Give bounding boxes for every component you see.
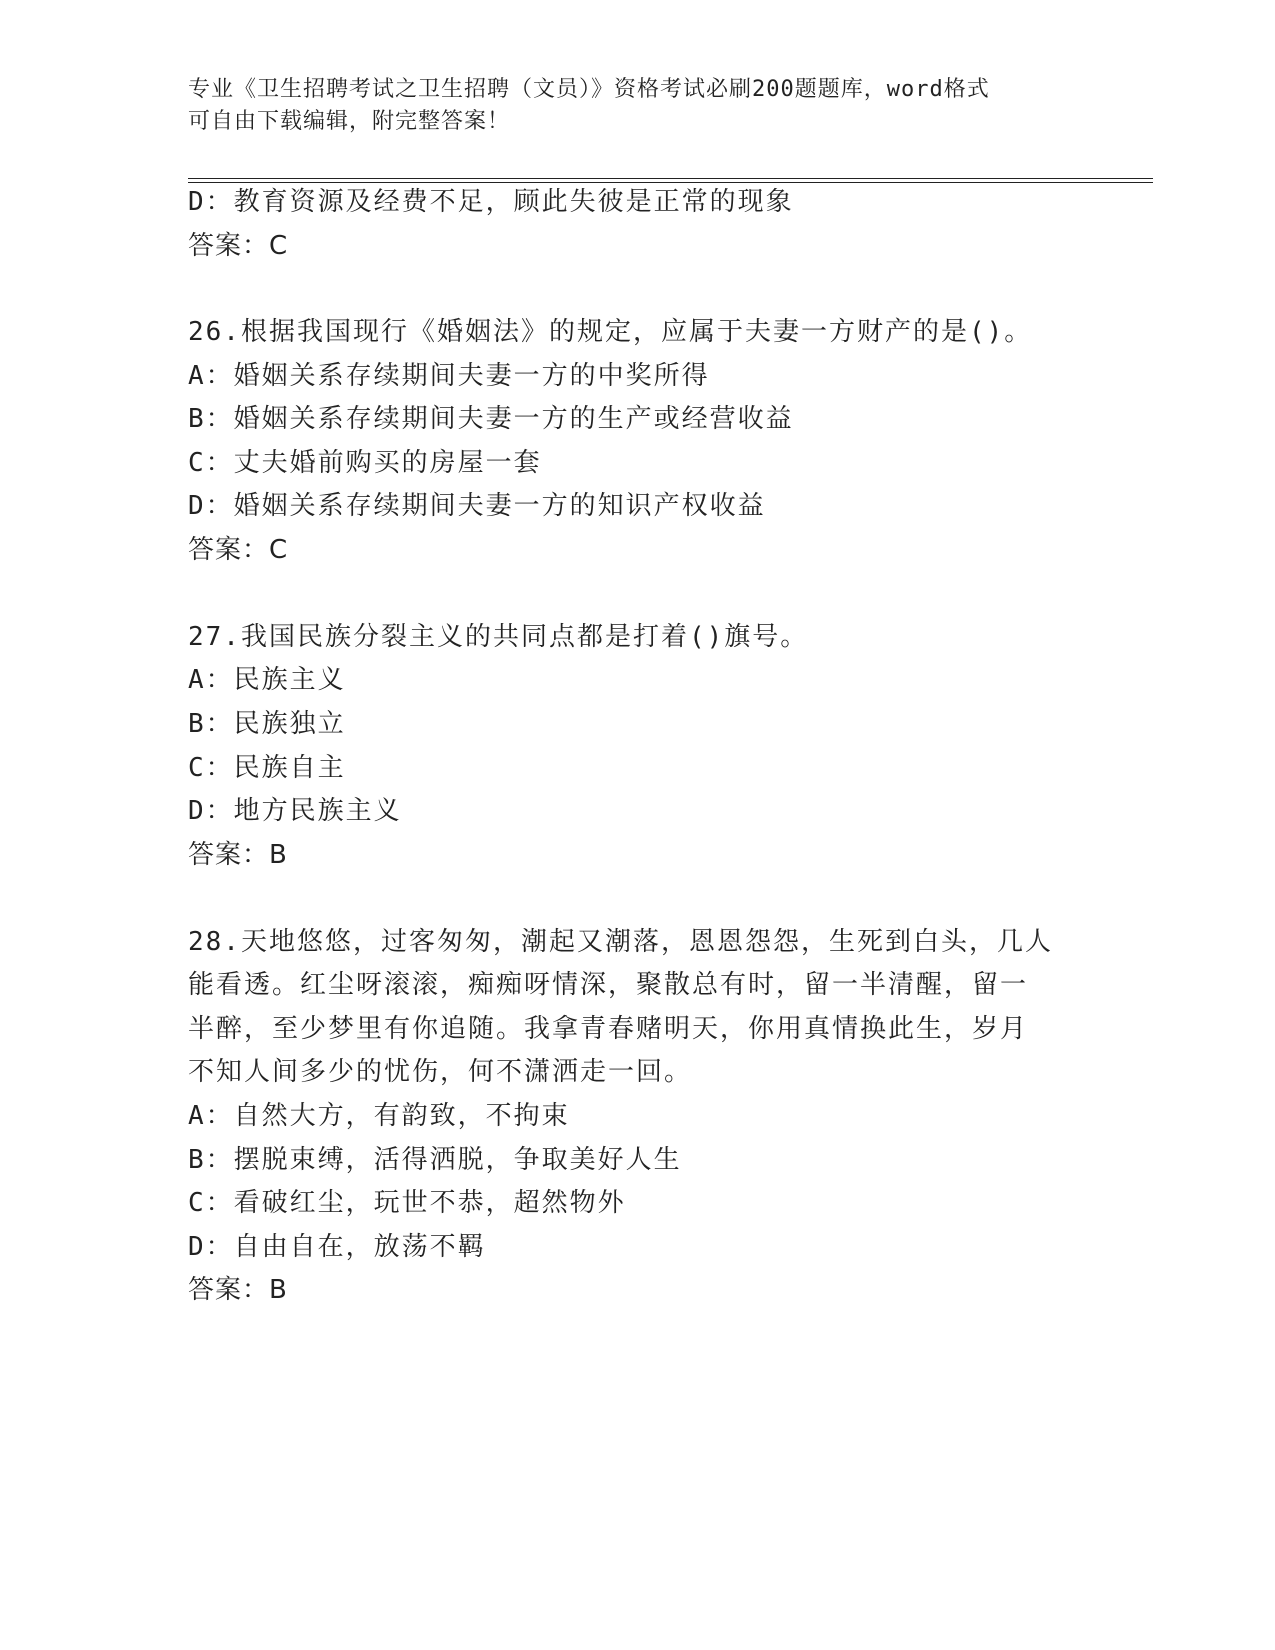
header-divider-top <box>188 178 1153 179</box>
q27-option-a: A：民族主义 <box>188 665 346 695</box>
q28-answer: 答案：B <box>188 1275 288 1305</box>
q27-option-b: B：民族独立 <box>188 709 346 739</box>
q28-option-d: D：自由自在，放荡不羁 <box>188 1232 486 1262</box>
q28-stem-line-1: 28.天地悠悠，过客匆匆，潮起又潮落，恩恩怨怨，生死到白头，几人 <box>188 927 1053 957</box>
q27-answer: 答案：B <box>188 840 288 870</box>
q28-stem-line-2: 能看透。红尘呀滚滚，痴痴呀情深，聚散总有时，留一半清醒，留一 <box>188 970 1029 1000</box>
q27-stem: 27.我国民族分裂主义的共同点都是打着()旗号。 <box>188 622 809 652</box>
q26-option-c: C：丈夫婚前购买的房屋一套 <box>188 448 542 478</box>
q28-option-c: C：看破红尘，玩世不恭，超然物外 <box>188 1188 626 1218</box>
q26-answer: 答案：C <box>188 535 289 565</box>
q28-stem-line-4: 不知人间多少的忧伤，何不潇洒走一回。 <box>188 1057 693 1087</box>
q27-option-c: C：民族自主 <box>188 753 346 783</box>
q26-option-d: D：婚姻关系存续期间夫妻一方的知识产权收益 <box>188 491 766 521</box>
q28-option-b: B：摆脱束缚，活得洒脱，争取美好人生 <box>188 1145 682 1175</box>
document-header <box>188 74 1088 138</box>
q27-option-d: D：地方民族主义 <box>188 796 402 826</box>
q26-option-b: B：婚姻关系存续期间夫妻一方的生产或经营收益 <box>188 404 794 434</box>
q28-option-a: A：自然大方，有韵致，不拘束 <box>188 1101 570 1131</box>
header-divider-bottom <box>188 182 1153 183</box>
q26-option-a: A：婚姻关系存续期间夫妻一方的中奖所得 <box>188 361 710 391</box>
header-line-1: 专业《卫生招聘考试之卫生招聘（文员）》资格考试必刷200题题库，word格式 <box>188 77 990 102</box>
q26-stem: 26.根据我国现行《婚姻法》的规定，应属于夫妻一方财产的是()。 <box>188 317 1033 347</box>
prev-answer: 答案：C <box>188 231 289 261</box>
header-line-2: 可自由下载编辑，附完整答案！ <box>188 109 511 134</box>
q28-stem-line-3: 半醉，至少梦里有你追随。我拿青春赌明天，你用真情换此生，岁月 <box>188 1014 1029 1044</box>
prev-option-d: D：教育资源及经费不足，顾此失彼是正常的现象 <box>188 187 794 217</box>
